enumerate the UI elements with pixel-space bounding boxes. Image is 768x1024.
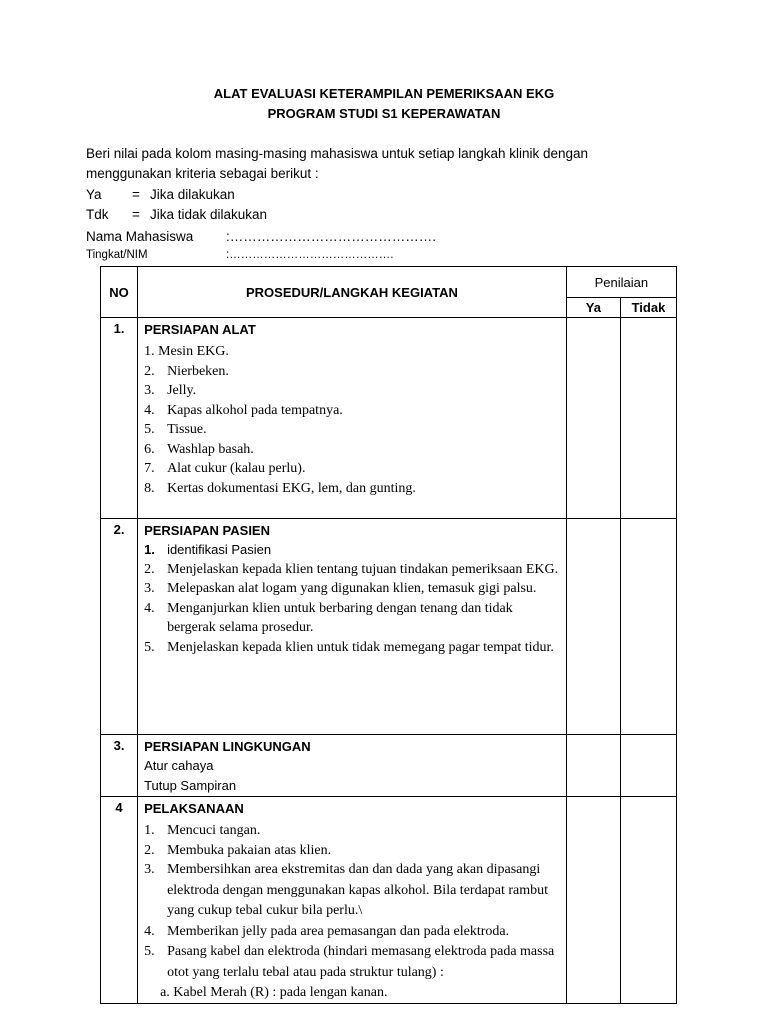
criteria-code: Tdk [86,207,109,222]
item-number: 5. [144,944,155,959]
item-text: Menganjurkan klien untuk berbaring dengan tenang dan tidak bergerak selama prosedur. [167,600,513,635]
score-ya-cell[interactable] [566,318,620,519]
item-number: 4. [144,923,155,939]
item-text: identifikasi Pasien [167,542,272,557]
header-ya: Ya [566,298,620,318]
score-ya-cell[interactable] [566,797,620,1004]
doc-subtitle: PROGRAM STUDI S1 KEPERAWATAN [267,106,501,121]
header-penilaian: Penilaian [566,267,676,298]
item-text: Jelly. [167,383,197,398]
table-row [101,519,677,735]
criteria-tdk [86,207,267,222]
score-ya-cell[interactable] [566,519,620,735]
list-item [144,362,560,382]
criteria-code: Ya [86,187,102,202]
list-item [144,401,560,421]
list-item [144,459,560,479]
item-text: Tissue. [167,422,207,437]
nim-label: Tingkat/NIM [86,249,148,261]
item-number: 8. [144,480,155,496]
nim-row [86,249,393,261]
item-number: 3. [144,383,155,398]
procedure-cell [138,735,567,797]
criteria-eq: = [132,207,140,222]
instruction-line-1: Beri nilai pada kolom masing-masing mahasiswa untuk setiap langkah klinik dengan [86,146,589,161]
item-number: 2. [144,842,155,858]
list-item [144,381,560,401]
header-procedure: PROSEDUR/LANGKAH KEGIATAN [138,267,567,318]
list-item [144,342,560,362]
header-tidak: Tidak [620,298,676,318]
procedure-cell [138,797,567,1004]
list-item [144,479,560,499]
doc-title: ALAT EVALUASI KETERAMPILAN PEMERIKSAAN EKG [213,86,555,101]
score-tidak-cell[interactable] [620,735,676,797]
list-item [144,540,560,560]
item-text: Kertas dokumentasi EKG, lem, dan gunting. [167,480,416,496]
item-text: Mencuci tangan. [167,823,261,838]
list-item [144,560,560,580]
list-item [144,841,560,861]
list-item [144,860,560,922]
table-row [101,318,677,519]
nama-field[interactable]: :………………………………………. [226,229,437,244]
list-item [144,440,560,460]
item-text: Melepaskan alat logam yang digunakan klien, temasuk gigi palsu. [167,581,537,596]
item-number: 1. [144,823,155,838]
score-tidak-cell[interactable] [620,519,676,735]
item-text: Alat cukur (kalau perlu). [167,461,306,476]
item-text: Membersihkan area ekstremitas dan dan dada yang akan dipasangi elektroda dengan menggunakan kapas alkohol. Bila terdapat rambut yang cukup tebal cukur bila perlu.\ [167,862,549,918]
item-number: 5. [144,639,155,655]
item-number: 1. [144,344,155,359]
row-number: 3. [101,735,138,797]
section-title: PELAKSANAAN [144,801,244,816]
list-item [144,579,560,599]
criteria-eq: = [132,187,140,202]
item-number: 7. [144,461,155,476]
item-text: Mesin EKG. [158,344,229,359]
nim-field[interactable]: :……………………………………. [226,249,394,261]
criteria-desc: Jika tidak dilakukan [150,207,268,222]
row-number: 1. [101,318,138,519]
item-text: Menjelaskan kepada klien tentang tujuan tindakan pemeriksaan EKG. [167,561,559,577]
criteria-desc: Jika dilakukan [150,187,235,202]
list-item [144,922,560,942]
item-number: 4. [144,402,155,418]
item-text: Kapas alkohol pada tempatnya. [167,402,343,418]
procedure-cell [138,519,567,735]
table-row [101,735,677,797]
item-text: Nierbeken. [167,363,229,379]
table-row [101,797,677,1004]
row-number: 2. [101,519,138,735]
item-text: Menjelaskan kepada klien untuk tidak memegang pagar tempat tidur. [167,639,554,655]
item-number: 2. [144,561,155,577]
item-text: Pasang kabel dan elektroda (hindari memasang elektroda pada massa otot yang terlalu tebal atau pada struktur tulang) : [167,944,555,980]
nama-mahasiswa-row [86,229,436,244]
row-number: 4 [101,797,138,1004]
item-text: Memberikan jelly pada area pemasangan dan pada elektroda. [167,923,510,939]
item-number: 2. [144,363,155,379]
score-tidak-cell[interactable] [620,318,676,519]
list-item: Tutup Sampiran [144,778,237,793]
score-ya-cell[interactable] [566,735,620,797]
section-title: PERSIAPAN ALAT [144,322,256,337]
header-no: NO [101,267,138,318]
list-item [144,599,560,638]
section-title: PERSIAPAN LINGKUNGAN [144,739,311,754]
item-number: 4. [144,600,155,616]
criteria-ya [86,187,235,202]
list-item: Atur cahaya [144,758,214,773]
item-number: 6. [144,441,155,457]
item-text: Membuka pakaian atas klien. [167,842,332,858]
section-title: PERSIAPAN PASIEN [144,523,270,538]
item-number: 3. [144,862,155,877]
nama-label: Nama Mahasiswa [86,229,194,244]
list-item [144,821,560,841]
score-tidak-cell[interactable] [620,797,676,1004]
item-number: 5. [144,422,155,437]
item-text: Washlap basah. [167,441,254,457]
item-number: 3. [144,581,155,596]
procedure-cell [138,318,567,519]
list-item [144,941,560,983]
evaluation-table [100,266,677,1004]
list-item [144,420,560,440]
list-item [144,638,560,658]
item-number: 1. [144,542,155,557]
sub-item: a. Kabel Merah (R) : pada lengan kanan. [160,985,388,1000]
instruction-line-2: menggunakan kriteria sebagai berikut : [86,166,319,181]
